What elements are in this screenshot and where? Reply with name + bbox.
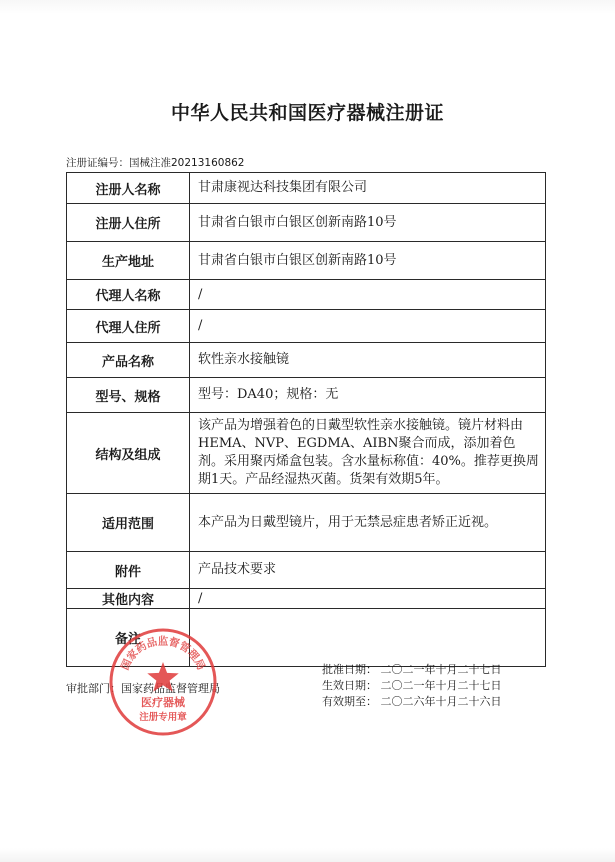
row-value: 本产品为日戴型镜片，用于无禁忌症患者矫正近视。 xyxy=(190,494,546,552)
official-seal-stamp xyxy=(108,627,218,737)
row-label: 备注 xyxy=(67,609,190,667)
row-label: 注册人住所 xyxy=(67,204,190,242)
table-row xyxy=(67,378,546,413)
row-label: 附件 xyxy=(67,552,190,589)
effective-date: 生效日期： 二〇二一年十月二十七日 xyxy=(322,679,502,692)
table-row xyxy=(67,589,546,609)
row-label: 型号、规格 xyxy=(67,378,190,413)
row-value: 甘肃省白银市白银区创新南路10号 xyxy=(190,204,546,242)
row-value: 产品技术要求 xyxy=(190,552,546,589)
table-row xyxy=(67,173,546,204)
row-value: 甘肃省白银市白银区创新南路10号 xyxy=(190,242,546,280)
table-row xyxy=(67,310,546,343)
row-value xyxy=(190,609,546,667)
table-row xyxy=(67,413,546,494)
registration-number: 注册证编号：国械注准20213160862 xyxy=(66,157,245,169)
row-value: 该产品为增强着色的日戴型软性亲水接触镜。镜片材料由HEMA、NVP、EGDMA、AIBN聚合而成，添加着色剂。采用聚丙烯盒包装。含水量标称值：40%。推荐更换周期1天。产品经湿热灭菌。货架有效期5年。 xyxy=(190,413,546,494)
certificate-table xyxy=(66,172,546,667)
table-row xyxy=(67,280,546,310)
row-label: 代理人名称 xyxy=(67,280,190,310)
expiry-date: 有效期至： 二〇二六年十月二十六日 xyxy=(322,695,502,708)
row-value: 甘肃康视达科技集团有限公司 xyxy=(190,173,546,204)
row-value: 型号：DA40；规格：无 xyxy=(190,378,546,413)
row-label: 适用范围 xyxy=(67,494,190,552)
row-value: / xyxy=(190,589,546,609)
page-title: 中华人民共和国医疗器械注册证 xyxy=(170,102,444,124)
row-value: / xyxy=(190,310,546,343)
date-block xyxy=(322,662,502,710)
row-label: 代理人住所 xyxy=(67,310,190,343)
table-row xyxy=(67,242,546,280)
seal-line2: 注册专用章 xyxy=(139,712,187,723)
table-row xyxy=(67,204,546,242)
row-label: 结构及组成 xyxy=(67,413,190,494)
row-label: 其他内容 xyxy=(67,589,190,609)
seal-arc-textpath: 国家药品监督管理局 xyxy=(119,635,207,672)
row-value: 软性亲水接触镜 xyxy=(190,343,546,378)
table-row xyxy=(67,552,546,589)
seal-star-icon xyxy=(147,662,178,692)
seal-line1: 医疗器械 xyxy=(141,696,185,709)
approval-date: 批准日期： 二〇二一年十月二十七日 xyxy=(322,663,502,676)
table-row xyxy=(67,343,546,378)
row-label: 注册人名称 xyxy=(67,173,190,204)
row-label: 产品名称 xyxy=(67,343,190,378)
row-value: / xyxy=(190,280,546,310)
table-row xyxy=(67,494,546,552)
row-label: 生产地址 xyxy=(67,242,190,280)
approval-department: 审批部门：国家药品监督管理局 xyxy=(66,682,220,695)
